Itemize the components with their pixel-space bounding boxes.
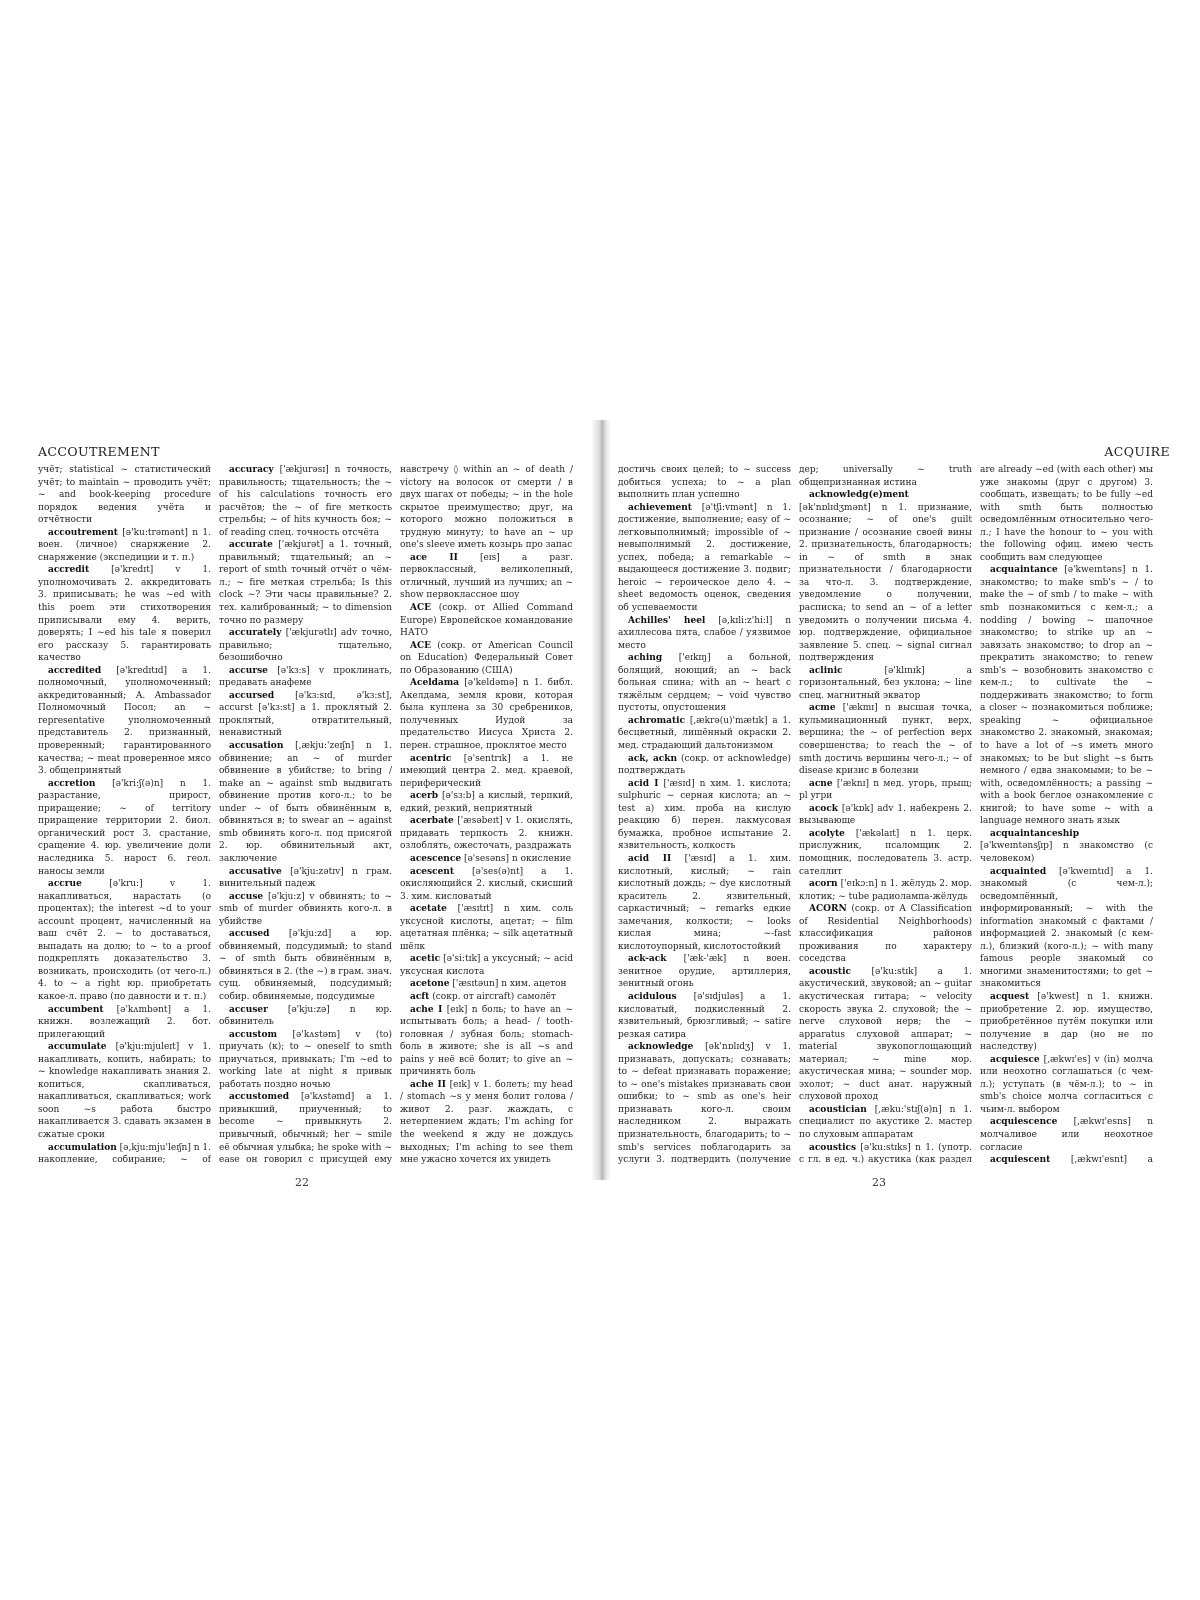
dictionary-entry: [38, 464, 211, 527]
entry-definition: [ə'sesəns] n окисление: [463, 853, 572, 864]
entry-definition: [ə'ku:stɪk] a 1. акустический, звуковой; an ~ guitar акустическая гитара; ~ velocity скорость звука 2. слуховой; the ~ nerve слуховой нерв; the ~ apparatus слуховой аппарат; ~ material звукопоглощающий материал; ~ mine мор. акустическая мина; ~ sounder мор. эхолот; ~ duct анат. наружный слуховой проход: [799, 966, 972, 1103]
dictionary-entry: [799, 878, 972, 903]
entry-headword: acft: [410, 991, 430, 1002]
dictionary-entry: [38, 564, 211, 664]
entry-headword: accuse: [229, 891, 264, 902]
dictionary-entry: [618, 715, 791, 753]
entry-definition: [ə'kredɪt] v 1. уполномочивать 2. аккредитовать 3. приписывать; he was ~ed with this poem эти стихотворения приписывали ему 4. верить, доверять; I ~ed his tale я поверил его рассказу 5. гарантировать качество: [38, 565, 211, 664]
left-page-number: 22: [295, 1176, 309, 1189]
entry-headword: acquainted: [990, 866, 1047, 877]
dictionary-entry: [618, 953, 791, 991]
entry-headword: acock: [809, 803, 839, 814]
dictionary-entry: [980, 464, 1153, 564]
dictionary-entry: [799, 778, 972, 803]
dictionary-entry: [400, 991, 573, 1004]
entry-definition: ['æsəbeɪt] v 1. окислять, придавать терпкость 2. книжн. озлоблять, ожесточать, раздражать: [400, 816, 573, 852]
entry-headword: acquiescence: [990, 1117, 1058, 1128]
entry-headword: ACORN: [809, 904, 847, 915]
dictionary-entry: [799, 464, 972, 489]
entry-headword: ack, ackn: [628, 753, 678, 764]
entry-headword: achromatic: [628, 715, 686, 726]
entry-headword: accoutrement: [48, 527, 118, 538]
dictionary-entry: [38, 527, 211, 565]
entry-definition: [ə'kju:z] v обвинять; to ~ smb of murder обвинять кого-л. в убийстве: [219, 891, 392, 927]
entry-headword: acolyte: [809, 828, 845, 839]
entry-headword: acentric: [410, 753, 452, 764]
entry-headword: ACE: [410, 640, 432, 651]
dictionary-entry: [980, 991, 1153, 1054]
entry-definition: [ə'ses(ə)nt] a 1. окисляющийся 2. кислый, скисший 3. хим. кисловатый: [400, 866, 573, 902]
dictionary-entry: [38, 778, 211, 878]
entry-headword: ache II: [410, 1079, 446, 1090]
dictionary-entry: [618, 1041, 791, 1164]
entry-headword: acne: [809, 778, 833, 789]
dictionary-entry: [618, 502, 791, 615]
entry-definition: ['æsɪd] a 1. хим. кислотный, кислый; ~ rain кислотный дождь; ~ dye кислотный краситель 2. язвительный, саркастичный; ~ remarks едкие замечания, колкости; ~ looks кислая мина; ~-fast кислотоупорный, кислотостойкий: [618, 853, 791, 952]
entry-headword: accursed: [229, 690, 275, 701]
dictionary-entry: [219, 539, 392, 627]
entry-definition: [ə'ku:trəmənt] n 1. воен. (личное) снаряжение 2. снаряжение (экспедиции и т. п.): [38, 527, 211, 563]
entry-definition: ['æsɪd] n хим. 1. кислота; sulphuric ~ серная кислота; an ~ test а) хим. проба на кислую реакцию б) перен. лакмусовая бумажка, пробное испытание 2. язвительность, колкость: [618, 778, 791, 852]
dictionary-entry: [400, 677, 573, 752]
dictionary-entry: [400, 978, 573, 991]
entry-headword: accumulation: [48, 1142, 117, 1153]
entry-definition: [ə'kʌstəm] v (to) приучать (к); to ~ oneself to smth приучаться, привыкать; I'm ~ed to working late at night я привык работать поздно ночью: [219, 1029, 392, 1090]
entry-definition: учёт; statistical ~ статистический учёт; to maintain ~ проводить учёт; ~ and book-keeping procedure порядок ведения учёта и отчётности: [38, 465, 211, 526]
dictionary-entry: [400, 552, 573, 602]
entry-definition: [ə'klɪnɪk] a горизонтальный, без уклона; ~ line спец. магнитный экватор: [799, 665, 972, 701]
entry-definition: [ə'sentrɪk] a 1. не имеющий центра 2. мед. краевой, периферический: [400, 753, 573, 789]
entry-headword: acknowledg(e)ment: [809, 490, 909, 501]
dictionary-entry: [980, 1054, 1153, 1117]
right-page-header: ACQUIRE: [1104, 444, 1170, 459]
entry-headword: aching: [628, 653, 663, 664]
entry-headword: accusation: [229, 741, 284, 752]
dictionary-entry: [980, 828, 1153, 866]
dictionary-entry: [38, 1004, 211, 1042]
entry-definition: [,ækwɪ'es] v (in) молча или неохотно соглашаться (с чем-л.); уступать (в чём-л.); to ~ in smb's choice молча согласиться с чьим-л. выбором: [980, 1054, 1153, 1115]
entry-headword: accuser: [229, 1004, 268, 1015]
entry-definition: [ə'si:tɪk] a уксусный; ~ acid уксусная кислота: [400, 954, 573, 977]
dictionary-entry: [38, 1142, 211, 1164]
entry-definition: ['ækəlaɪt] n 1. церк. прислужник, псаломщик 2. помощник, последователь 3. астр. сателлит: [799, 828, 972, 877]
dictionary-entry: [400, 753, 573, 791]
entry-definition: [ə'kju:zd] a юр. обвиняемый, подсудимый; to stand ~ of smth быть обвинённым в, обвиняться в 2. (the ~) в грам. знач. сущ. обвиняемый, подсудимый; собир. обвиняемые, подсудимые: [219, 929, 392, 1002]
dictionary-entry: [799, 1104, 972, 1142]
entry-definition: [,ækju:'zeɪʃn] n 1. обвинение; an ~ of murder обвинение в убийстве; to bring / make an ~ against smb выдвигать обвинение против кого-л.; to be under ~ of быть обвинённым в, обвиняться в; to swear an ~ against smb обвинять кого-л. под присягой 2. юр. обвинительный акт, заключение: [219, 741, 392, 864]
dictionary-entry: [400, 1004, 573, 1079]
entry-headword: accumulate: [48, 1042, 107, 1053]
entry-headword: ache I: [410, 1004, 443, 1015]
dictionary-entry: [799, 966, 972, 1104]
entry-definition: [ə'kweɪntɪd] a 1. знакомый (с чем-л.); осведомлённый, информированный; ~ with the information знакомый с фактами / информацией 2. знакомый (с кем-л.), близкий (кого-л.); ~ with many famous people знакомый со многими знаменитостями; to get ~ знакомиться: [980, 866, 1153, 990]
entry-definition: ['æknɪ] n мед. угорь, прыщ; pl угри: [799, 778, 972, 802]
dictionary-entry: [400, 602, 573, 640]
entry-headword: acerb: [410, 791, 439, 802]
entry-definition: (сокр. от American Council on Education) Федеральный Совет по Образованию (США): [400, 640, 573, 676]
entry-definition: ['eɪkɔ:n] n 1. жёлудь 2. мор. клотик; ~ tube радиолампа-жёлудь: [799, 879, 972, 902]
entry-headword: ACE: [410, 603, 432, 614]
right-column-2: [799, 464, 972, 1164]
right-column-1: [618, 464, 791, 1164]
dictionary-entry: [38, 878, 211, 1003]
dictionary-entry: [38, 1041, 211, 1141]
entry-headword: acescence: [410, 853, 462, 864]
entry-definition: ['ækjurəsɪ] n точность, правильность; тщательность; the ~ of his calculations точность его расчётов; the ~ of fire меткость стрельбы; ~ of hits кучность боя; ~ of reading спец. точность отсчёта: [219, 465, 392, 538]
entry-headword: acquest: [990, 991, 1030, 1002]
entry-definition: [ə'ku:stɪks] n 1. (употр. с гл. в ед. ч.) акустика (как раздел: [799, 1142, 972, 1164]
entry-definition: (сокр. от acknowledge) подтверждать: [618, 753, 791, 777]
dictionary-entry: [219, 627, 392, 665]
dictionary-entry: [799, 903, 972, 966]
dictionary-entry: [618, 853, 791, 953]
entry-definition: (сокр. от Allied Command Europe) Европейское командование НАТО: [400, 603, 573, 639]
dictionary-entry: [618, 652, 791, 715]
left-column-2: [219, 464, 392, 1164]
entry-definition: [eɪk] n боль; to have an ~ испытывать боль; a head- / tooth- головная / зубная боль; stomach- боль в животе; she is all ~s and pains у неё всё болит; to give an ~ причинять боль: [400, 1004, 573, 1078]
dictionary-entry: [219, 665, 392, 690]
entry-headword: accurately: [229, 628, 282, 639]
entry-definition: [,ækwɪ'esns] n молчаливое или неохотное согласие: [980, 1117, 1153, 1153]
entry-headword: accusative: [229, 866, 282, 877]
dictionary-entry: [400, 815, 573, 853]
entry-definition: [ə'kɜ:sɪd, ə'kɜ:st], accurst [ə'kɜ:st] a 1. проклятый 2. проклятый, отвратительный, ненавистный: [219, 690, 392, 739]
entry-definition: навстречу ◊ within an ~ of death / victory на волосок от смерти / в двух шагах от победы; ~ in the hole скрытое преимущество; друг, на которого можно положиться в трудную минуту; to have an ~ up one's sleeve иметь козырь про запас: [400, 465, 573, 551]
dictionary-entry: [219, 1091, 392, 1164]
entry-headword: acetic: [410, 954, 441, 965]
entry-definition: [ə'keldəmə] n 1. библ. Акелдама, земля крови, которая была куплена за 30 сребреников, полученных Иудой за предательство Иисуса Христа 2. перен. страшное, проклятое место: [400, 678, 573, 752]
entry-definition: [ə'kru:] v 1. накапливаться, нарастать (о процентах); the interest ~d to your account процент, начисленный на ваш счёт 2. ~ to доставаться, выпадать на долю; to ~ to a proof подкреплять доказательство 3. возникать, происходить (от чего-л.) 4. to ~ a right юр. приобретать какое-л. право (по давности и т. п.): [38, 879, 211, 1002]
entry-headword: accurse: [229, 665, 268, 676]
entry-headword: acquaintanceship: [990, 828, 1080, 839]
dictionary-entry: [799, 828, 972, 878]
entry-headword: Aceldama: [410, 678, 460, 689]
entry-headword: accretion: [48, 778, 96, 789]
entry-definition: [,æku:'stɪʃ(ə)n] n 1. специалист по акустике 2. мастер по слуховым аппаратам: [799, 1104, 972, 1140]
entry-definition: [ə,kɪli:z'hi:l] n ахиллесова пята, слабое / уязвимое место: [618, 615, 791, 651]
right-page: [600, 420, 1200, 1195]
entry-definition: [ə'kweɪntənsʃɪp] n знакомство (с человеком): [980, 841, 1153, 864]
entry-definition: (сокр. от aircraft) самолёт: [432, 991, 556, 1002]
dictionary-entry: [400, 640, 573, 678]
dictionary-entry: [400, 790, 573, 815]
dictionary-entry: [799, 803, 972, 828]
left-page-header: ACCOUTREMENT: [38, 444, 160, 459]
entry-definition: [ə'kɜ:s] v проклинать, предавать анафеме: [219, 665, 392, 689]
entry-definition: [ə'kɒk] adv 1. набекрень 2. вызывающе: [799, 803, 972, 827]
entry-definition: дер; universally ~ truth общепризнанная истина: [799, 465, 972, 488]
entry-headword: acidulous: [628, 991, 677, 1002]
entry-headword: acquiesce: [990, 1054, 1040, 1065]
entry-definition: [ə'kri:ʃ(ə)n] n 1. разрастание, прирост, приращение; ~ of territory приращение территории 2. биол. органический рост 3. срастание, сращение 4. юр. увеличение доли наследника 5. нарост 6. геол. наносы земли: [38, 778, 211, 877]
entry-headword: aclinic: [809, 665, 843, 676]
entry-definition: [ək'nɒlɪdʒmənt] n 1. признание, осознание; ~ of one's guilt признание / осознание своей вины 2. признательность, благодарность; in ~ of smth в знак признательности / благодарности за что-л. 3. подтверждение, уведомление о получении, расписка; to send an ~ of a letter уведомить о получении письма 4. юр. подтверждение, официальное заявление 5. спец. ~ signal сигнал подтверждения: [799, 502, 972, 664]
entry-definition: [ə'tʃi:vmənt] n 1. достижение, выполнение; easy of ~ легковыполнимый; impossible of ~ невыполнимый 2. достижение, успех, победа; a remarkable ~ выдающееся достижение 3. подвиг; heroic ~ героическое дело 4. ~ sheet ведомость оценок, сведения об успеваемости: [618, 502, 791, 614]
dictionary-entry: [799, 489, 972, 665]
entry-headword: acquaintance: [990, 565, 1058, 576]
left-column-1: [38, 464, 211, 1164]
dictionary-entry: [400, 464, 573, 552]
dictionary-entry: [219, 1004, 392, 1029]
entry-definition: [ə'kju:zətɪv] n грам. винительный падеж: [219, 866, 392, 890]
dictionary-entry: [799, 1142, 972, 1164]
entry-headword: acerbate: [410, 816, 454, 827]
dictionary-entry: [400, 853, 573, 866]
entry-headword: accumbent: [48, 1004, 104, 1015]
entry-definition: [eɪs] a разг. первоклассный, великолепный, отличный, лучший из лучших; an ~ show первоклассное шоу: [400, 552, 573, 601]
entry-definition: [,ækwɪ'esnt] a: [1070, 1155, 1153, 1164]
entry-headword: accused: [229, 929, 270, 940]
entry-headword: accurate: [229, 540, 273, 551]
entry-definition: достичь своих целей; to ~ success добиться успеха; to ~ a plan выполнить план успешно: [618, 465, 791, 501]
dictionary-entry: [799, 665, 972, 703]
dictionary-entry: [618, 464, 791, 502]
entry-headword: Achilles' heel: [628, 615, 706, 626]
right-column-3: [980, 464, 1153, 1164]
entry-definition: [ə'kju:zə] n юр. обвинитель: [219, 1004, 392, 1028]
entry-definition: [ə'sɜ:b] a кислый, терпкий, едкий, резкий, неприятный: [400, 791, 573, 814]
entry-headword: acme: [809, 703, 836, 714]
entry-definition: are already ~ed (with each other) мы уже знакомы (друг с другом) 3. сообщать, извещать; to be fully ~ed with smth быть полностью осведомлённым относительно чего-л.; I have the honour to ~ you with the following офиц. имею честь сообщить вам следующее: [980, 465, 1153, 563]
entry-headword: ace II: [410, 552, 458, 563]
dictionary-entry: [618, 991, 791, 1041]
dictionary-entry: [219, 464, 392, 539]
dictionary-entry: [38, 665, 211, 778]
dictionary-entry: [400, 1079, 573, 1164]
entry-headword: acknowledge: [628, 1042, 694, 1053]
entry-headword: acid I: [628, 778, 659, 789]
entry-headword: acoustics: [809, 1142, 857, 1153]
dictionary-entry: [219, 690, 392, 740]
dictionary-entry: [219, 928, 392, 1003]
entry-definition: [ə,kju:mju'leɪʃn] n 1. накопление, собирание; ~ of: [38, 1142, 211, 1164]
dictionary-entry: [219, 866, 392, 891]
entry-definition: [ə'kʌstəmd] a 1. привыкший, приученный; to become ~ привыкнуть 2. привычный, обычный; her ~ smile её обычная улыбка; he spoke with ~ ease он говорил с присущей ему: [219, 1092, 392, 1164]
entry-definition: [ə'kweɪntəns] n 1. знакомство; to make smb's ~ / to make the ~ of smb / to make ~ with smb познакомиться с кем-л.; a nodding / bowing ~ шапочное знакомство; to strike up an ~ завязать знакомство; to drop an ~ прекратить знакомство; to renew smb's ~ возобновить знакомство с кем-л.; to cultivate the ~ поддерживать знакомство; to form a closer ~ познакомиться поближе; speaking ~ официальное знакомство 2. знакомый, знакомая; to have a lot of ~s иметь много знакомых; to be but slight ~s быть немного / едва знакомыми; to be ~ with, осведомлённость; a passing ~ with a book беглое ознакомление с книгой; to have some ~ with a language немного знать язык: [980, 565, 1153, 827]
entry-headword: acescent: [410, 866, 455, 877]
entry-headword: accredited: [48, 665, 102, 676]
entry-definition: (сокр. от A Classification of Residential Neighborhoods) классификация районов проживания по характеру соседства: [799, 904, 972, 965]
entry-definition: ['æsɪtɪt] n хим. соль уксусной кислоты, ацетат; ~ film ацетатная плёнка; ~ silk ацетатный шёлк: [400, 904, 573, 952]
entry-definition: ['æsɪtəun] n хим. ацетон: [452, 979, 567, 990]
entry-headword: achievement: [628, 502, 692, 513]
entry-headword: acquiescent: [990, 1155, 1051, 1164]
entry-definition: [ə'kʌmbənt] a 1. книжн. возлежащий 2. бот. прилегающий: [38, 1004, 211, 1040]
dictionary-entry: [219, 740, 392, 865]
right-page-number: 23: [872, 1176, 886, 1189]
entry-headword: acoustic: [809, 966, 851, 977]
entry-headword: accustom: [229, 1029, 278, 1040]
dictionary-entry: [400, 953, 573, 978]
dictionary-entry: [980, 1116, 1153, 1154]
dictionary-entry: [400, 866, 573, 904]
dictionary-entry: [219, 891, 392, 929]
entry-headword: accrue: [48, 879, 82, 890]
entry-headword: acetate: [410, 904, 447, 915]
dictionary-entry: [400, 903, 573, 953]
dictionary-entry: [980, 1154, 1153, 1164]
book-gutter: [591, 420, 611, 1180]
entry-definition: [,ækrə(u)'mætɪk] a 1. бесцветный, лишённый окраски 2. мед. страдающий дальтонизмом: [618, 715, 791, 752]
dictionary-entry: [799, 702, 972, 777]
entry-definition: [eɪk] v 1. болеть; my head / stomach ~s у меня болит голова / живот 2. разг. жаждать, с нетерпением ждать; I'm aching for the weekend я жду не дождусь выходных; I'm aching to see them мне ужасно хочется их увидеть: [400, 1079, 573, 1164]
entry-definition: [ək'nɒlɪdʒ] v 1. признавать, допускать; сознавать; to ~ defeat признавать поражение; to ~ one's mistakes признавать свои ошибки; to ~ smb as one's heir признавать кого-л. своим наследником 2. выражать признательность, благодарить; to ~ smb's services поблагодарить за услуги 3. подтвердить (получение: [618, 1042, 791, 1164]
entry-headword: acid II: [628, 853, 672, 864]
entry-headword: acoustician: [809, 1104, 867, 1115]
entry-definition: ['eɪkɪŋ] a больной, болящий, ноющий; an ~ back больная спина; with an ~ heart с тяжёлым сердцем; ~ void чувство пустоты, опустошения: [618, 653, 791, 714]
entry-definition: [ə'sɪdjuləs] a 1. кисловатый, подкисленный 2. язвительный, брюзгливый; ~ satire резкая сатира: [618, 991, 791, 1040]
entry-definition: [ə'kwest] n 1. книжн. приобретение 2. юр. имущество, приобретённое путём покупки или получение в дар (но не по наследству): [980, 991, 1153, 1053]
entry-headword: accredit: [48, 565, 90, 576]
entry-headword: acorn: [809, 879, 838, 890]
dictionary-entry: [980, 564, 1153, 827]
left-column-3: [400, 464, 573, 1164]
dictionary-entry: [219, 1029, 392, 1092]
entry-definition: ['ækmɪ] n высшая точка, кульминационный пункт, верх, вершина; the ~ of perfection верх совершенства; to reach the ~ of smth достичь вершины чего-л.; ~ of disease кризис в болезни: [799, 703, 972, 777]
entry-headword: accustomed: [229, 1092, 290, 1103]
entry-headword: accuracy: [229, 465, 274, 475]
entry-definition: [ə'kredɪtɪd] a 1. полномочный, уполномоченный; аккредитованный; A. Ambassador Полномочный Посол; an ~ representative уполномоченный представитель 2. признанный, проверенный; гарантированного качества; ~ meat проверенное мясо 3. общепринятый: [38, 665, 211, 777]
entry-definition: [ə'kju:mjuleɪt] v 1. накапливать, копить, набирать; to ~ knowledge накапливать знания 2. копиться, скапливаться, накапливаться, скапливаться; work soon ~s работа быстро накапливается 3. сдавать экзамен в сжатые сроки: [38, 1042, 211, 1140]
entry-definition: ['æk-'æk] n воен. зенитное орудие, артиллерия, зенитный огонь: [618, 954, 791, 990]
entry-headword: acetone: [410, 979, 450, 990]
entry-definition: ['ækjurətlɪ] adv точно, правильно; тщательно, безошибочно: [219, 628, 392, 664]
dictionary-entry: [618, 615, 791, 653]
entry-definition: ['ækjurət] a 1. точный, правильный; тщательный; an ~ report of smth точный отчёт о чём-л.; ~ fire меткая стрельба; Is this clock ~? Эти часы правильные? 2. тех. калиброванный; ~ to dimension точно по размеру: [219, 540, 392, 626]
dictionary-entry: [618, 778, 791, 853]
dictionary-entry: [618, 753, 791, 778]
dictionary-entry: [980, 866, 1153, 991]
left-page: [0, 420, 600, 1195]
entry-headword: ack-ack: [628, 954, 667, 965]
